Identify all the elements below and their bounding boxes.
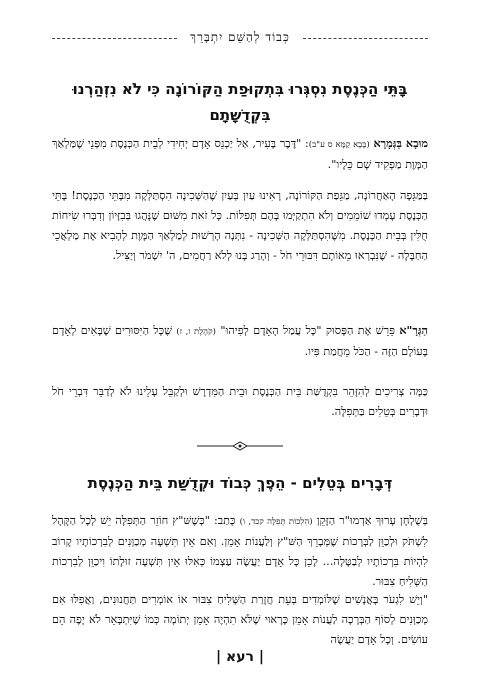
section-2-title: דְּבָרִים בְּטֵלִים - הֵפֶךְ כְּבוֹד וּקְדֻשַּׁת בֵּית הַכְּנֶסֶת <box>87 474 393 492</box>
running-header <box>0 30 480 52</box>
section-1-title: בָּתֵּי הַכְּנֶסֶת נִסְגְּרוּ בִּתְקוּפַת הַקּוֹרוֹנָה כִּי לֹא נִזְהַרְנוּ בִּקְדֻשָּׁתָם <box>72 80 408 124</box>
header-rule-left <box>52 38 177 39</box>
section-1-paragraph-2: בַּמַּגֵּפָה הָאַחֲרוֹנָה, מַגֵּפַת הַקּוֹרוֹנָה, רָאִינוּ עַיִן בְּעַיִן שֶׁהַשְּׁכִינָה הִסְתַּלְּקָה מִבָּתֵּי הַכְּנֶסֶת! בָּתֵּי הַכְּנֶסֶת עָמְדוּ שׁוֹמֵמִים וְלֹא הִתְקַיְּמוּ בָּהֶם תְּפִלּוֹת. כָּל זֹאת מִשּׁוּם שֶׁנָּהֲגוּ בְּבִזָּיוֹן וְדִבְּרוּ שִׂיחוֹת חֻלִּין בְּבֵית הַכְּנֶסֶת. מִשֶּׁהִסְתַּלְּקָה הַשְּׁכִינָה - נִתְּנָה הָרְשׁוּת לְמַלְאַךְ הַמָּוֶת לְהָבִיא אֶת מַלְאֲכֵי הַחַבָּלָה - שֶׁנִּבְרְאוּ מֵאוֹתָם דִּבּוּרֵי חֹל - וְהָרַג בָּנוּ לְלֹא רַחֲמִים, ה' יִשְׁמֹר וְיַצִּיל. <box>52 189 428 262</box>
divider-ornament-icon <box>195 439 285 453</box>
section-2-paragraph-1 <box>52 511 428 592</box>
paragraph-text-cont: שֶׁכָּל הַיִּסּוּרִים שֶׁבָּאִים לְאָדָם בָּעוֹלָם הַזֶּה - הַכֹּל מֵחֲמַת פִּיו. <box>52 324 428 358</box>
paragraph-lead: הַגְּרָ"א <box>399 323 428 337</box>
section-1-paragraph-3 <box>52 320 428 362</box>
page-number: | רעא | <box>216 649 264 665</box>
paragraph-text: פֵּרֵשׁ אֶת הַפָּסוּק "כָּל עֲמַל הָאָדָם לְפִיהוּ" <box>215 324 400 337</box>
section-2-paragraph-2: "וְיֵשׁ לִגְעֹר בָּאֲנָשִׁים שֶׁלּוֹמְדִים בְּעֵת חֲזָרַת הַשְּׁלִיחַ צִבּוּר אוֹ אוֹמְרִים תַּחֲנוּנִים, וַאֲפִלּוּ אִם מְכַוְּנִים לְסוֹף הַבְּרָכָה לַעֲנוֹת אָמֵן כָּרָאוּי שֶׁלֹּא תִהְיֶה אָמֵן יְתוֹמָה כְּמוֹ שֶׁיִּתְבָּאֵר לֹא יָפֶה הֵם עוֹשִׂים. וְכָל אָדָם יַעֲשֶׂה <box>52 593 428 646</box>
ornamental-divider <box>0 439 480 453</box>
section-1-paragraph-4: כַּמָּה צְרִיכִים לְהִזָּהֵר בִּקְדֻשַּׁת בֵּית הַכְּנֶסֶת וּבֵית הַמִּדְרָשׁ וּלְקַבֵּל עָלֵינוּ לֹא לְדַבֵּר דִּבְרֵי חֹל וּדְבָרִים בְּטֵלִים בַּתְּפִלָּה. <box>52 385 428 418</box>
source-citation: (הִלְכוֹת תְּפִלָּה קכד, ו) <box>239 517 313 527</box>
source-citation: (קֹהֶלֶת ו, ז) <box>176 327 216 337</box>
header-title: כְּבוֹד לְהַשֵּׁם יִתְבָּרֵךְ <box>190 30 290 44</box>
paragraph-text-cont: כָּתַב: "כְּשֶׁשּׁ"ץ חוֹזֵר הַתְּפִלָּה יֵשׁ לְכָל הַקָּהָל לִשְׁתֹּק וּלְכַוֵּן לַבְּרָכוֹת שֶׁמְּבָרֵךְ הַשּׁ"ץ וְלַעֲנוֹת אָמֵן. וְאִם אֵין תִּשְׁעָה מְכַוְּנִים לְבִרְכוֹתָיו קָרוֹב לִהְיוֹת בִּרְכוֹתָיו לְבַטָּלָה... לָכֵן כָּל אָדָם יַעֲשֶׂה עַצְמוֹ כְּאִלּוּ אֵין תִּשְׁעָה זוּלָתוֹ וִיכַוֵּן לְבִרְכוֹת הַשְּׁלִיחַ צִבּוּר. <box>52 514 428 588</box>
paragraph-lead: מוּבָא בַּגְּמָרָא <box>373 136 429 150</box>
paragraph-text: : "דֶּבֶר בָּעִיר, אַל יַכְנֵס אָדָם יְחִידִי לְבֵית הַכְּנֶסֶת מִפְּנֵי שֶׁמַּלְאַךְ הַמָּוֶת מַפְקִיד שָׁם כֵּלָיו". <box>52 137 428 171</box>
source-citation: (בָּבָא קַמָּא ס ע"ב) <box>308 140 370 150</box>
paragraph-text: בְּשֻׁלְחָן עָרוּךְ אַדְמוּ"ר הַזָּקֵן <box>312 514 428 527</box>
section-1-paragraph-1 <box>52 133 428 175</box>
